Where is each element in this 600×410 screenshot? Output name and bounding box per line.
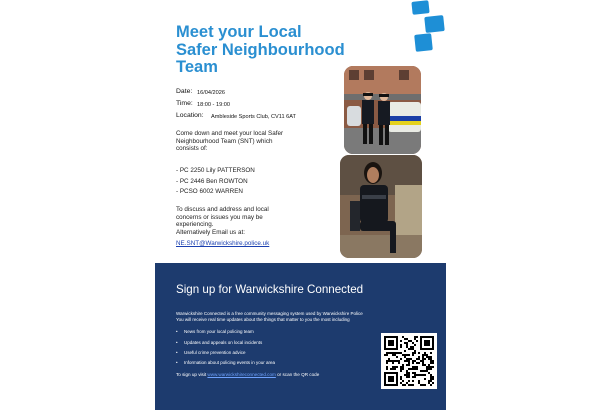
qr-module — [426, 366, 428, 368]
bullet-item — [176, 360, 275, 365]
qr-module — [392, 362, 394, 364]
qr-module — [418, 356, 420, 358]
qr-module — [406, 370, 408, 372]
qr-module — [430, 358, 432, 360]
qr-module — [420, 360, 422, 362]
qr-module — [430, 352, 432, 354]
signup-prefix: To sign up visit — [176, 372, 207, 377]
qr-module — [406, 354, 408, 356]
qr-module — [394, 368, 396, 370]
qr-module — [408, 376, 410, 378]
qr-module — [428, 364, 430, 366]
qr-module — [426, 354, 428, 356]
qr-module — [400, 382, 402, 384]
qr-module — [390, 352, 392, 354]
qr-module — [400, 376, 402, 378]
bullet-dot: • — [176, 350, 178, 355]
qr-module — [422, 360, 424, 362]
qr-module — [396, 352, 398, 354]
bullet-text: Updates and appeals on local incidents — [184, 340, 263, 345]
qr-module — [412, 372, 414, 374]
qr-module — [430, 374, 432, 376]
qr-module — [402, 336, 404, 338]
qr-module — [398, 360, 400, 362]
qr-module — [414, 360, 416, 362]
qr-module — [400, 368, 402, 370]
qr-module — [430, 356, 432, 358]
qr-module — [412, 376, 414, 378]
qr-module — [430, 380, 432, 382]
qr-module — [422, 362, 424, 364]
qr-module — [408, 368, 410, 370]
bullet-item — [176, 350, 246, 355]
qr-module — [424, 374, 426, 376]
qr-module — [420, 370, 422, 372]
qr-module — [400, 346, 402, 348]
qr-module — [422, 356, 424, 358]
qr-module — [404, 338, 406, 340]
qr-module — [402, 368, 404, 370]
qr-module — [390, 368, 392, 370]
qr-module — [432, 360, 434, 362]
qr-module — [406, 342, 408, 344]
qr-module — [404, 342, 406, 344]
qr-module — [424, 370, 426, 372]
qr-module — [428, 356, 430, 358]
qr-module — [408, 364, 410, 366]
time-value: 18:00 - 19:00 — [197, 102, 230, 108]
bullet-item — [176, 340, 262, 345]
qr-code-graphic — [381, 333, 437, 389]
qr-module — [432, 366, 434, 368]
qr-module — [424, 358, 426, 360]
discuss-line: To discuss and address and local — [176, 206, 269, 213]
location-label: Location: — [176, 112, 204, 119]
qr-module — [408, 360, 410, 362]
bullet-item — [176, 329, 254, 334]
qr-module — [408, 372, 410, 374]
date-value: 16/04/2026 — [197, 90, 225, 96]
qr-module — [414, 374, 416, 376]
title-line: Safer Neighbourhood — [176, 40, 345, 59]
qr-module — [432, 376, 434, 378]
bullet-text: Useful crime prevention advice — [184, 350, 246, 355]
banner-desc-line: Warwickshire Connected is a free community messaging system used by Warwickshire Police — [176, 311, 363, 316]
qr-module — [408, 384, 410, 386]
qr-module — [402, 364, 404, 366]
qr-module — [420, 384, 422, 386]
qr-module — [430, 376, 432, 378]
qr-module — [430, 362, 432, 364]
qr-module — [396, 360, 398, 362]
qr-module — [406, 358, 408, 360]
qr-module — [400, 340, 402, 342]
qr-module — [404, 384, 406, 386]
qr-module — [422, 364, 424, 366]
qr-module — [424, 378, 426, 380]
qr-module — [406, 360, 408, 362]
team-member: - PC 2446 Ben ROWTON — [176, 178, 248, 185]
qr-module — [430, 378, 432, 380]
qr-module — [432, 362, 434, 364]
qr-module — [412, 354, 414, 356]
qr-module — [398, 352, 400, 354]
qr-module — [388, 352, 390, 354]
qr-module — [408, 362, 410, 364]
qr-module — [386, 352, 388, 354]
qr-module — [400, 370, 402, 372]
qr-module — [396, 356, 398, 358]
qr-module — [400, 358, 402, 360]
qr-module — [414, 350, 416, 352]
qr-module — [412, 368, 414, 370]
qr-module — [384, 354, 386, 356]
bullet-dot: • — [176, 340, 178, 345]
qr-module — [424, 384, 426, 386]
qr-module — [414, 336, 416, 338]
qr-module — [410, 346, 412, 348]
decorative-square — [414, 33, 433, 52]
qr-module — [406, 372, 408, 374]
qr-module — [406, 382, 408, 384]
qr-module — [386, 354, 388, 356]
qr-module — [412, 360, 414, 362]
qr-module — [410, 368, 412, 370]
bullet-dot: • — [176, 329, 178, 334]
qr-module — [414, 366, 416, 368]
qr-module — [414, 352, 416, 354]
qr-module — [386, 368, 388, 370]
banner-title: Sign up for Warwickshire Connected — [176, 283, 364, 296]
email-link[interactable]: NE.SNT@Warwickshire.police.uk — [176, 240, 270, 247]
date-label: Date: — [176, 88, 193, 95]
qr-module — [406, 374, 408, 376]
qr-module — [400, 366, 402, 368]
qr-module — [414, 344, 416, 346]
bullet-dot: • — [176, 360, 178, 365]
qr-module — [418, 362, 420, 364]
qr-module — [430, 360, 432, 362]
qr-module — [408, 348, 410, 350]
qr-module — [386, 362, 388, 364]
qr-module — [422, 384, 424, 386]
signup-link[interactable]: www.warwickshireconnected.com — [207, 372, 276, 377]
qr-module — [422, 354, 424, 356]
qr-module — [418, 380, 420, 382]
qr-module — [392, 360, 394, 362]
qr-module — [414, 376, 416, 378]
signup-line — [176, 372, 319, 377]
qr-module — [392, 354, 394, 356]
intro-text — [176, 130, 321, 153]
qr-module — [426, 368, 428, 370]
qr-module — [412, 348, 414, 350]
qr-module — [394, 360, 396, 362]
qr-module — [428, 380, 430, 382]
qr-module — [412, 380, 414, 382]
qr-module — [406, 344, 408, 346]
qr-module — [388, 358, 390, 360]
qr-module — [412, 352, 414, 354]
qr-module — [412, 366, 414, 368]
qr-module — [408, 354, 410, 356]
qr-module — [414, 338, 416, 340]
qr-module — [392, 352, 394, 354]
qr-module — [402, 366, 404, 368]
qr-module — [402, 354, 404, 356]
location-value: Ambleside Sports Club, CV11 6AT — [211, 114, 296, 120]
discuss-line: concerns or issues you may be — [176, 213, 263, 221]
qr-module — [404, 350, 406, 352]
title-line: Team — [176, 58, 218, 76]
qr-module — [392, 366, 394, 368]
team-member: - PCSO 6002 WARREN — [176, 188, 243, 195]
qr-code[interactable] — [381, 333, 437, 389]
qr-module — [394, 354, 396, 356]
qr-module — [398, 362, 400, 364]
qr-module — [386, 360, 388, 362]
qr-module — [402, 384, 404, 386]
qr-module — [404, 356, 406, 358]
intro-line: consists of: — [176, 145, 208, 153]
qr-module — [394, 366, 396, 368]
qr-module — [386, 366, 388, 368]
qr-module — [406, 376, 408, 378]
qr-module — [410, 340, 412, 342]
qr-module — [392, 368, 394, 370]
qr-module — [410, 348, 412, 350]
qr-finder-pattern — [388, 340, 394, 346]
qr-module — [412, 342, 414, 344]
qr-module — [394, 352, 396, 354]
qr-module — [404, 374, 406, 376]
banner-description — [176, 311, 426, 323]
qr-module — [416, 336, 418, 338]
qr-module — [424, 364, 426, 366]
qr-module — [422, 370, 424, 372]
qr-module — [406, 346, 408, 348]
discuss-text — [176, 206, 321, 236]
qr-module — [428, 368, 430, 370]
qr-module — [418, 382, 420, 384]
qr-module — [418, 374, 420, 376]
qr-module — [408, 380, 410, 382]
bullet-text: News from your local policing team — [184, 329, 254, 334]
qr-module — [416, 374, 418, 376]
discuss-line: experiencing. — [176, 221, 214, 229]
team-member: - PC 2250 Lily PATTERSON — [176, 167, 255, 174]
qr-module — [422, 358, 424, 360]
qr-module — [422, 374, 424, 376]
discuss-line: Alternatively Email us at: — [176, 228, 245, 236]
banner-desc-line: You will receive real time updates about the things that matter to you the most including — [176, 317, 350, 322]
qr-module — [416, 368, 418, 370]
qr-module — [424, 354, 426, 356]
qr-module — [408, 374, 410, 376]
qr-finder-pattern — [388, 376, 394, 382]
title-line: Meet your Local — [176, 23, 302, 41]
qr-module — [410, 358, 412, 360]
qr-module — [428, 358, 430, 360]
qr-module — [428, 366, 430, 368]
qr-module — [404, 360, 406, 362]
qr-finder-pattern — [424, 340, 430, 346]
bullet-text: Information about policing events in your area — [184, 360, 276, 365]
qr-module — [412, 384, 414, 386]
officers-photo — [344, 66, 421, 154]
qr-module — [416, 362, 418, 364]
qr-module — [416, 358, 418, 360]
qr-module — [418, 358, 420, 360]
intro-line: Neighbourhood Team (SNT) which — [176, 137, 273, 145]
qr-module — [408, 358, 410, 360]
qr-module — [402, 380, 404, 382]
qr-module — [388, 360, 390, 362]
qr-module — [428, 382, 430, 384]
qr-module — [414, 372, 416, 374]
qr-module — [412, 346, 414, 348]
qr-module — [408, 340, 410, 342]
decorative-square — [424, 15, 445, 33]
signup-banner — [155, 263, 446, 410]
signup-suffix: or scan the QR code — [277, 372, 320, 377]
qr-module — [430, 366, 432, 368]
qr-module — [416, 340, 418, 342]
qr-module — [426, 370, 428, 372]
qr-module — [432, 378, 434, 380]
qr-module — [426, 356, 428, 358]
decorative-square — [411, 0, 429, 15]
intro-line: Come down and meet your local Safer — [176, 130, 284, 137]
qr-module — [400, 352, 402, 354]
qr-module — [400, 378, 402, 380]
qr-module — [430, 384, 432, 386]
qr-module — [424, 352, 426, 354]
qr-module — [410, 384, 412, 386]
qr-module — [418, 352, 420, 354]
qr-module — [396, 366, 398, 368]
qr-module — [416, 366, 418, 368]
qr-module — [412, 362, 414, 364]
qr-module — [406, 338, 408, 340]
qr-module — [432, 382, 434, 384]
qr-module — [414, 368, 416, 370]
qr-module — [406, 364, 408, 366]
time-label: Time: — [176, 100, 193, 107]
qr-module — [430, 368, 432, 370]
qr-module — [400, 344, 402, 346]
qr-module — [428, 372, 430, 374]
poster-page — [155, 0, 446, 410]
qr-module — [404, 354, 406, 356]
qr-module — [420, 374, 422, 376]
qr-module — [390, 360, 392, 362]
pcso-photo — [340, 155, 422, 258]
